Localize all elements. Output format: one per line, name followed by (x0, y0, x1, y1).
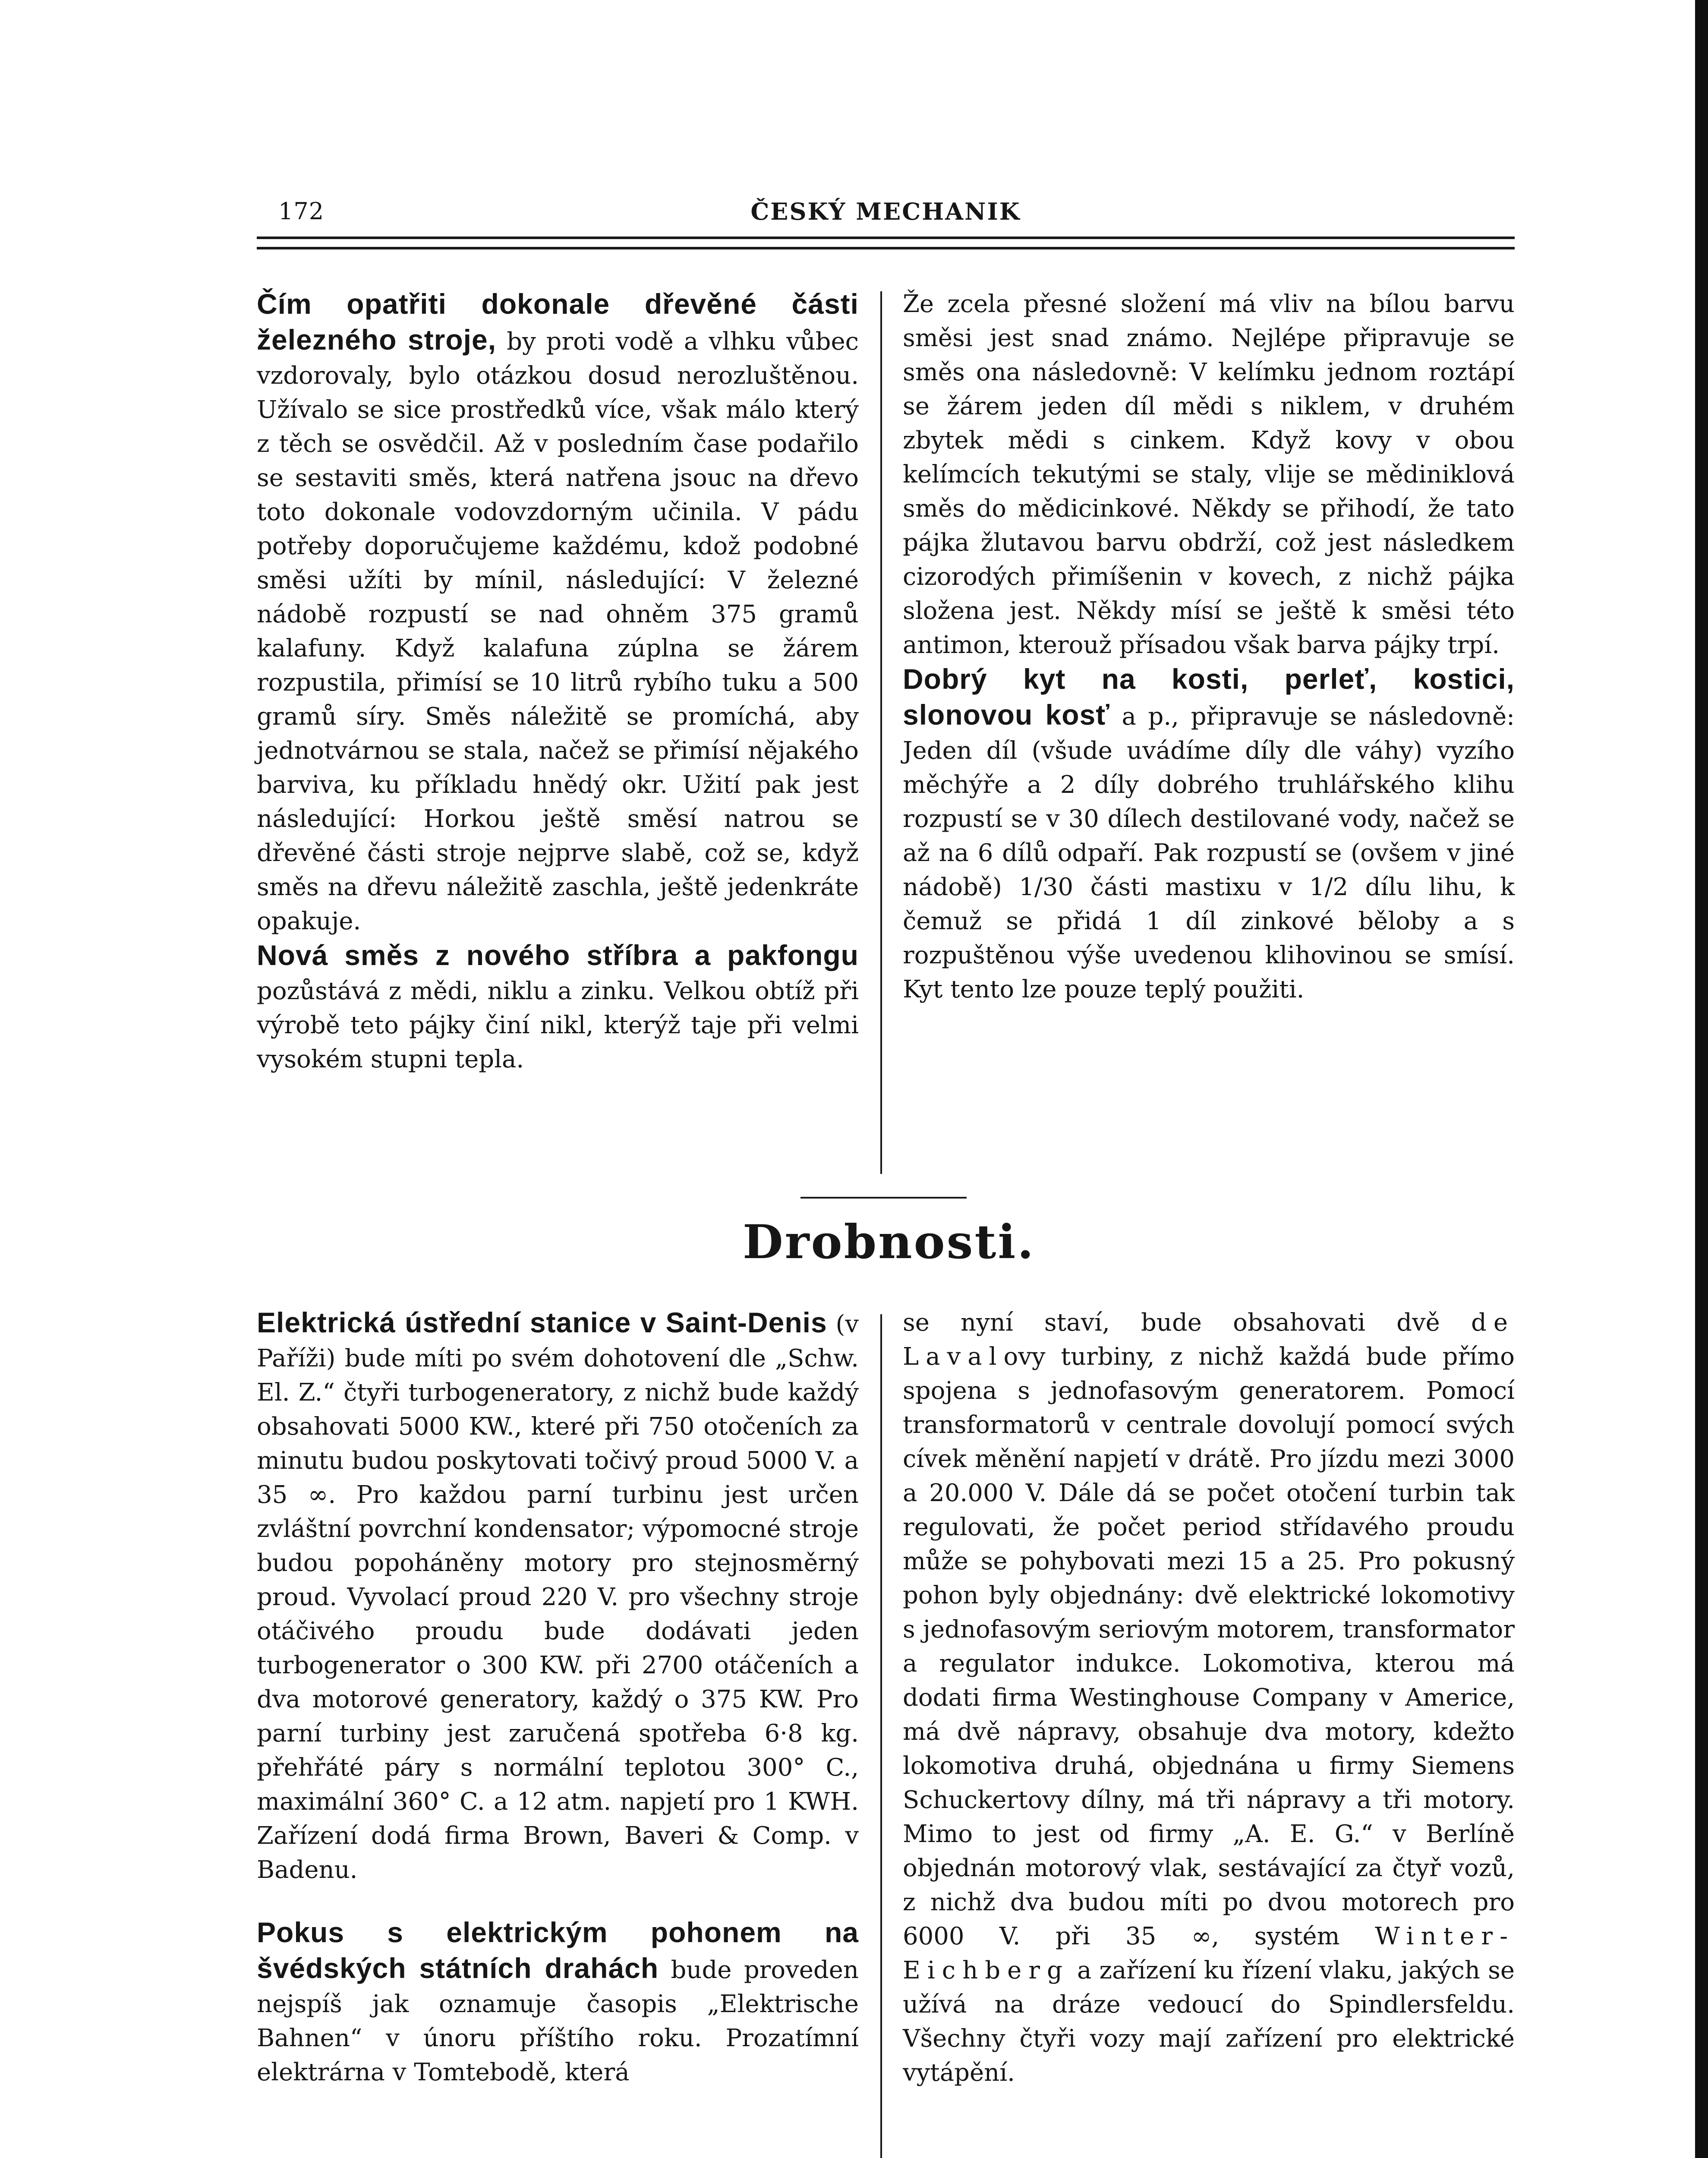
top-left-column (257, 287, 859, 1076)
article-paragraph (257, 287, 859, 938)
header-double-rule (257, 237, 1515, 249)
section-title: Drobnosti. (743, 1215, 1035, 1269)
article-body: se nyní staví, bude obsahovati dvě (903, 1309, 1440, 1337)
top-right-column (903, 287, 1515, 1006)
article-paragraph (903, 662, 1515, 1006)
article-paragraph (903, 287, 1515, 662)
paragraph-gap (257, 1887, 859, 1915)
article-heading: Elektrická ústřední stanice v Saint-Denis (257, 1306, 827, 1338)
article-paragraph (257, 938, 859, 1076)
column-divider (880, 1314, 882, 2158)
section-rule (800, 1197, 967, 1199)
article-body: pozůstává z mědi, niklu a zinku. Velkou obtíž při výrobě teto pájky činí nikl, kterýž taje při velmi vysokém stupni tepla. (257, 977, 859, 1073)
article-body: by proti vodě a vlhku vůbec vzdorovaly, bylo otázkou dosud nerozluštěnou. Užívalo se sice prostředků více, však málo který z těch se osvědčil. Až v posledním čase podařilo se sestaviti směs, která natřena jsouc na dřevo toto dokonale vodovzdorným učinila. V pádu potřeby doporučujeme každému, kdož podobné směsi užíti by mínil, následující: V železné nádobě rozpustí se nad ohněm 375 gramů kalafuny. Když kalafuna zúplna se žárem rozpustila, přimísí se 10 litrů rybího tuku a 500 gramů síry. Směs náležitě se promíchá, aby jednotvárnou se stala, načež se přimísí nějakého barviva, ku příkladu hnědý okr. Užití pak jest následující: Horkou ještě směsí natrou se dřevěné části stroje nejprve slabě, což se, když směs na dřevu náležitě zaschla, ještě jedenkráte opakuje. (257, 328, 859, 935)
article-body: (v Paříži) bude míti po svém dohotovení dle „Schw. El. Z.“ čtyři turbogeneratory, z nichž bude každý obsahovati 5000 KW., které při 750 otočeních za minutu budou poskytovati točivý proud 5000 V. a 35 ∞. Pro každou parní turbinu jest určen zvláštní povrchní kondensator; výpomocné stroje budou popoháněny motory pro stejnosměrný proud. Vyvolací proud 220 V. pro všechny stroje otáčivého proudu bude dodávati jeden turbogenerator o 300 KW. při 2700 otáčeních a dva motorové generatory, každý o 375 KW. Pro parní turbiny jest zaručená spotřeba 6·8 kg. přehřáté páry s normální teplotou 300° C., maximální 360° C. a 12 atm. napjetí pro 1 KWH. Zařízení dodá firma Brown, Baveri & Comp. v Badenu. (257, 1310, 859, 1884)
bottom-right-column (903, 1306, 1515, 2090)
bottom-left-column (257, 1306, 859, 2089)
article-body: a p., připravuje se následovně: Jeden díl (všude uvádíme díly dle váhy) vyzího měchýře a 2 díly dobrého truhlářského klihu rozpustí se v 30 dílech destilované vody, načež se až na 6 dílů odpaří. Pak rozpustí se (ovšem v jiné nádobě) 1/30 části mastixu v 1/2 dílu lihu, k čemuž se přidá 1 díl zinkové běloby a s rozpuštěnou výše uvedenou klihovinou se smísí. Kyt tento lze pouze teplý použiti. (903, 703, 1515, 1003)
article-body: Že zcela přesné složení má vliv na bílou barvu směsi jest snad známo. Nejlépe připravuje se směs ona následovně: V kelímku jednom roztápí se žárem jeden díl mědi s niklem, v druhém zbytek mědi s cinkem. Když kovy v obou kelímcích tekutými se staly, vlije se mědiniklová směs do mědicinkové. Někdy se přihodí, že tato pájka žlutavou barvu obdrží, což jest následkem cizorodých přimíšenin v kovech, z nichž pájka složena jest. Někdy mísí se ještě k směsi této antimon, kterouž přísadou však barva pájky trpí. (903, 290, 1515, 659)
scan-edge (1695, 0, 1708, 2158)
article-body: ovy turbiny, z nichž každá bude přímo spojena s jednofasovým generatorem. Pomocí transformatorů v centrale dovolují pomocí svých cívek měnění napjetí v drátě. Pro jízdu mezi 3000 a 20.000 V. Dále dá se počet otočení turbin tak regulovati, že počet period střídavého proudu může se pohybovati mezi 15 a 25. Pro pokusný pohon byly objednány: dvě elektrické lokomotivy s jednofasovým seriovým motorem, transformator a regulator indukce. Lokomotiva, kterou má dodati firma Westinghouse Company v Americe, má dvě nápravy, obsahuje dva motory, kdežto lokomotiva druhá, objednána u firmy Siemens Schuckertovy dílny, má tři nápravy a tři motory. Mimo to jest od firmy „A. E. G.“ v Berlíně objednán motorový vlak, sestávající za čtyř vozů, z nichž dva budou míti po dvou motorech pro 6000 V. při 35 ∞, systém (903, 1343, 1515, 1950)
article-heading: Pokus s elektrickým pohonem na švédských státních drahách (257, 1916, 859, 1984)
article-paragraph (257, 1306, 859, 1887)
running-title: ČESKÝ MECHANIK (750, 198, 1021, 225)
article-paragraph (903, 1306, 1515, 2090)
spaced-emphasis: de Laval (903, 1309, 1515, 1371)
article-body: bude proveden nejspíš jak oznamuje časopis „Elektrische Bahnen“ v únoru příštího roku. Prozatímní elektrárna v Tomtebodě, která (257, 1956, 859, 2086)
article-heading: Dobrý kyt na kosti, perleť, kostici, slonovou kosť (903, 663, 1515, 731)
article-body: a zařízení ku řízení vlaku, jakých se užívá na dráze vedoucí do Spindlersfeldu. Všechny čtyři vozy mají zařízení pro elektrické vytápění. (903, 1956, 1515, 2087)
page-number: 172 (278, 198, 325, 225)
article-paragraph (257, 1915, 859, 2089)
column-divider (880, 291, 882, 1174)
page-header (257, 198, 1515, 232)
spaced-emphasis: Winter-Eichberg (903, 1922, 1515, 1984)
article-heading: Nová směs z nového stříbra a pakfongu (257, 939, 859, 971)
article-heading: Čím opatřiti dokonale dřevěné části železného stroje, (257, 288, 859, 356)
